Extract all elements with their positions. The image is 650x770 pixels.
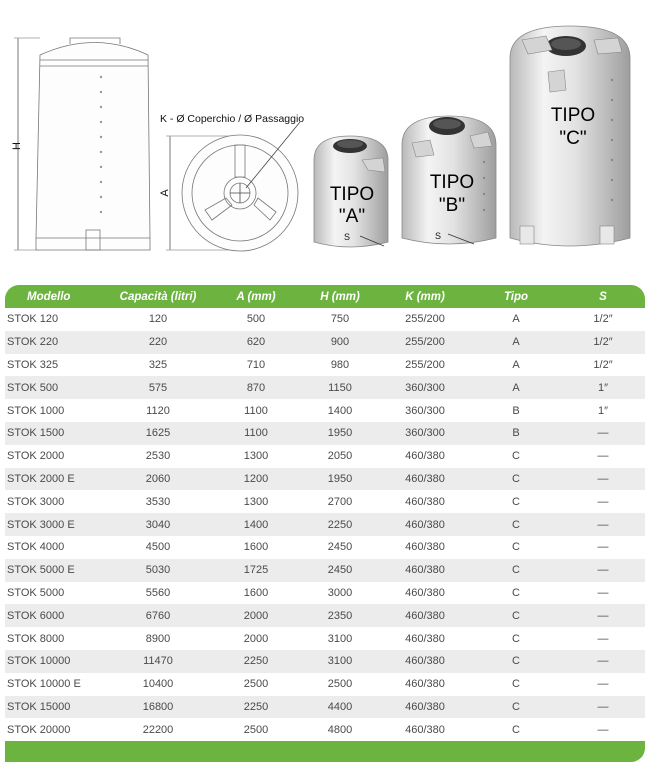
cell-a: 2500 bbox=[243, 678, 269, 691]
cell-a: 1400 bbox=[211, 513, 301, 536]
table-row bbox=[5, 650, 645, 673]
label-h: H bbox=[11, 142, 23, 150]
front-view-drawing bbox=[14, 38, 150, 250]
footer-bar bbox=[5, 741, 645, 762]
cell-s: — bbox=[597, 678, 609, 691]
header-a: A (mm) bbox=[211, 285, 301, 308]
cell-s: — bbox=[597, 632, 609, 645]
cell-a: 710 bbox=[246, 358, 266, 371]
table-row bbox=[5, 604, 645, 627]
tank-a-label-line1: TIPO bbox=[329, 184, 375, 205]
cell-s: — bbox=[561, 696, 645, 719]
table-row bbox=[5, 399, 645, 422]
cell-tipo: C bbox=[471, 559, 561, 582]
cell-k: 255/200 bbox=[405, 313, 445, 326]
cell-a: 500 bbox=[246, 313, 266, 326]
table-row bbox=[5, 536, 645, 559]
cell-h: 900 bbox=[301, 331, 379, 354]
cell-modello: STOK 120 bbox=[7, 313, 59, 326]
cell-s: — bbox=[561, 468, 645, 491]
cell-capacita: 3530 bbox=[145, 495, 171, 508]
cell-k: 460/380 bbox=[405, 723, 445, 736]
cell-h: 2350 bbox=[301, 604, 379, 627]
tank-diagram-svg bbox=[0, 0, 650, 268]
cell-a: 1100 bbox=[244, 404, 268, 417]
cell-s: — bbox=[561, 422, 645, 445]
table-row bbox=[5, 696, 645, 719]
cell-modello: STOK 8000 bbox=[7, 632, 65, 645]
cell-tipo: C bbox=[512, 632, 520, 645]
cell-tipo: C bbox=[512, 678, 520, 691]
cell-modello: STOK 1000 bbox=[7, 404, 65, 417]
cell-tipo: C bbox=[471, 696, 561, 719]
cell-a: 1725 bbox=[211, 559, 301, 582]
cell-modello: STOK 10000 E bbox=[7, 678, 81, 691]
cell-s: 1/2″ bbox=[593, 313, 613, 326]
cell-k: 460/380 bbox=[379, 650, 471, 673]
cell-tipo: C bbox=[512, 723, 520, 736]
cell-capacita: 1625 bbox=[105, 422, 211, 445]
cell-modello: STOK 15000 bbox=[5, 696, 105, 719]
table-row bbox=[5, 445, 645, 468]
header-k: K (mm) bbox=[379, 285, 471, 308]
cell-capacita: 5030 bbox=[105, 559, 211, 582]
cell-h: 3000 bbox=[327, 586, 353, 599]
cell-tipo: C bbox=[471, 513, 561, 536]
cell-k: 460/380 bbox=[405, 678, 445, 691]
cell-modello: STOK 500 bbox=[5, 376, 105, 399]
header-capacita: Capacità (litri) bbox=[105, 285, 211, 308]
table-row bbox=[5, 582, 645, 605]
cell-s: — bbox=[561, 650, 645, 673]
table-row bbox=[5, 513, 645, 536]
cell-capacita: 220 bbox=[105, 331, 211, 354]
cell-k: 460/380 bbox=[405, 586, 445, 599]
cell-k: 255/200 bbox=[405, 358, 445, 371]
label-k: K - Ø Coperchio / Ø Passaggio bbox=[160, 113, 305, 125]
cell-tipo: B bbox=[471, 422, 561, 445]
cell-capacita: 4500 bbox=[145, 541, 171, 554]
cell-k: 460/380 bbox=[405, 495, 445, 508]
cell-a: 1600 bbox=[243, 541, 269, 554]
cell-modello: STOK 325 bbox=[7, 358, 59, 371]
table-row bbox=[5, 559, 645, 582]
cell-h: 1950 bbox=[301, 422, 379, 445]
cell-capacita: 1120 bbox=[146, 404, 170, 417]
cell-h: 2700 bbox=[327, 495, 353, 508]
cell-a: 1600 bbox=[243, 586, 269, 599]
cell-capacita: 120 bbox=[148, 313, 168, 326]
cell-s: — bbox=[597, 450, 609, 463]
tank-b-label-line1: TIPO bbox=[429, 172, 475, 193]
cell-h: 2250 bbox=[301, 513, 379, 536]
cell-tipo: C bbox=[512, 586, 520, 599]
tank-a-label-line2: "A" bbox=[338, 206, 366, 227]
cell-k: 460/380 bbox=[379, 513, 471, 536]
cell-capacita: 10400 bbox=[142, 678, 174, 691]
cell-a: 2250 bbox=[211, 650, 301, 673]
header-row bbox=[5, 285, 645, 308]
cell-tipo: C bbox=[471, 468, 561, 491]
cell-s: 1″ bbox=[561, 376, 645, 399]
header-modello: Modello bbox=[5, 285, 105, 308]
cell-k: 460/380 bbox=[405, 632, 445, 645]
label-a: A bbox=[159, 189, 171, 197]
cell-modello: STOK 5000 bbox=[7, 586, 65, 599]
header-tipo: Tipo bbox=[471, 285, 561, 308]
cell-s: — bbox=[597, 586, 609, 599]
cell-s: — bbox=[597, 495, 609, 508]
tank-b-label-line2: "B" bbox=[438, 195, 466, 216]
cell-capacita: 22200 bbox=[142, 723, 174, 736]
spec-table bbox=[5, 285, 645, 741]
table-row bbox=[5, 354, 645, 377]
cell-k: 460/380 bbox=[379, 468, 471, 491]
cell-capacita: 3040 bbox=[105, 513, 211, 536]
tank-diagram bbox=[0, 0, 650, 268]
cell-tipo: B bbox=[512, 404, 520, 417]
cell-a: 870 bbox=[211, 376, 301, 399]
cell-tipo: C bbox=[512, 495, 520, 508]
cell-tipo: A bbox=[471, 331, 561, 354]
cell-capacita: 575 bbox=[105, 376, 211, 399]
cell-tipo: C bbox=[512, 541, 520, 554]
cell-modello: STOK 1500 bbox=[5, 422, 105, 445]
cell-a: 1300 bbox=[243, 450, 269, 463]
cell-capacita: 16800 bbox=[105, 696, 211, 719]
cell-s: — bbox=[561, 559, 645, 582]
cell-k: 360/300 bbox=[379, 422, 471, 445]
cell-a: 620 bbox=[211, 331, 301, 354]
cell-capacita: 2060 bbox=[105, 468, 211, 491]
cell-tipo: A bbox=[512, 358, 520, 371]
cell-a: 1300 bbox=[243, 495, 269, 508]
cell-modello: STOK 3000 E bbox=[5, 513, 105, 536]
cell-s: — bbox=[597, 723, 609, 736]
cell-tipo: C bbox=[512, 450, 520, 463]
cell-h: 2450 bbox=[301, 559, 379, 582]
tank-b-label-s: S bbox=[435, 231, 442, 241]
cell-k: 360/300 bbox=[379, 376, 471, 399]
cell-s: — bbox=[561, 604, 645, 627]
cell-capacita: 11470 bbox=[105, 650, 211, 673]
cell-tipo: A bbox=[512, 313, 520, 326]
cell-capacita: 8900 bbox=[145, 632, 171, 645]
cell-h: 980 bbox=[330, 358, 350, 371]
cell-capacita: 5560 bbox=[145, 586, 171, 599]
cell-a: 2000 bbox=[211, 604, 301, 627]
cell-h: 2050 bbox=[327, 450, 353, 463]
cell-s: 1/2″ bbox=[561, 331, 645, 354]
cell-modello: STOK 4000 bbox=[7, 541, 65, 554]
cell-modello: STOK 5000 E bbox=[5, 559, 105, 582]
cell-a: 2000 bbox=[243, 632, 269, 645]
header-h: H (mm) bbox=[301, 285, 379, 308]
table-row bbox=[5, 376, 645, 399]
cell-tipo: C bbox=[471, 604, 561, 627]
cell-capacita: 325 bbox=[148, 358, 168, 371]
table-row bbox=[5, 422, 645, 445]
cell-h: 2450 bbox=[327, 541, 353, 554]
header-s: S bbox=[561, 285, 645, 308]
cell-k: 460/380 bbox=[379, 696, 471, 719]
cell-h: 3100 bbox=[301, 650, 379, 673]
cell-h: 4800 bbox=[327, 723, 353, 736]
cell-k: 460/380 bbox=[405, 541, 445, 554]
table-row bbox=[5, 468, 645, 491]
cell-k: 360/300 bbox=[405, 404, 445, 417]
cell-s: — bbox=[561, 513, 645, 536]
cell-modello: STOK 10000 bbox=[5, 650, 105, 673]
spec-table-body bbox=[5, 308, 645, 741]
cell-k: 460/380 bbox=[379, 559, 471, 582]
cell-s: 1″ bbox=[597, 404, 608, 417]
cell-a: 1100 bbox=[211, 422, 301, 445]
table-row bbox=[5, 331, 645, 354]
cell-tipo: C bbox=[471, 650, 561, 673]
tank-c-label-line2: "C" bbox=[559, 128, 587, 149]
cell-k: 460/380 bbox=[405, 450, 445, 463]
cell-tipo: A bbox=[471, 376, 561, 399]
table-row bbox=[5, 308, 645, 331]
cell-k: 255/200 bbox=[379, 331, 471, 354]
table-row bbox=[5, 490, 645, 513]
cell-h: 1150 bbox=[301, 376, 379, 399]
top-view-drawing bbox=[166, 122, 300, 251]
cell-h: 2500 bbox=[327, 678, 353, 691]
cell-s: — bbox=[597, 541, 609, 554]
table-row bbox=[5, 718, 645, 741]
cell-capacita: 6760 bbox=[105, 604, 211, 627]
cell-k: 460/380 bbox=[379, 604, 471, 627]
cell-modello: STOK 6000 bbox=[5, 604, 105, 627]
table-row bbox=[5, 627, 645, 650]
cell-h: 1400 bbox=[327, 404, 353, 417]
cell-modello: STOK 2000 E bbox=[5, 468, 105, 491]
cell-modello: STOK 220 bbox=[5, 331, 105, 354]
cell-modello: STOK 3000 bbox=[7, 495, 65, 508]
cell-a: 2250 bbox=[211, 696, 301, 719]
spec-table-header bbox=[5, 285, 645, 308]
cell-capacita: 2530 bbox=[145, 450, 171, 463]
cell-a: 2500 bbox=[243, 723, 269, 736]
tank-c-label-line1: TIPO bbox=[550, 105, 596, 126]
cell-h: 1950 bbox=[301, 468, 379, 491]
cell-a: 1200 bbox=[211, 468, 301, 491]
cell-s: 1/2″ bbox=[593, 358, 613, 371]
cell-h: 750 bbox=[330, 313, 350, 326]
cell-h: 4400 bbox=[301, 696, 379, 719]
cell-modello: STOK 20000 bbox=[7, 723, 71, 736]
cell-h: 3100 bbox=[327, 632, 353, 645]
cell-modello: STOK 2000 bbox=[7, 450, 65, 463]
tank-a-label-s: S bbox=[344, 232, 351, 242]
table-row bbox=[5, 673, 645, 696]
